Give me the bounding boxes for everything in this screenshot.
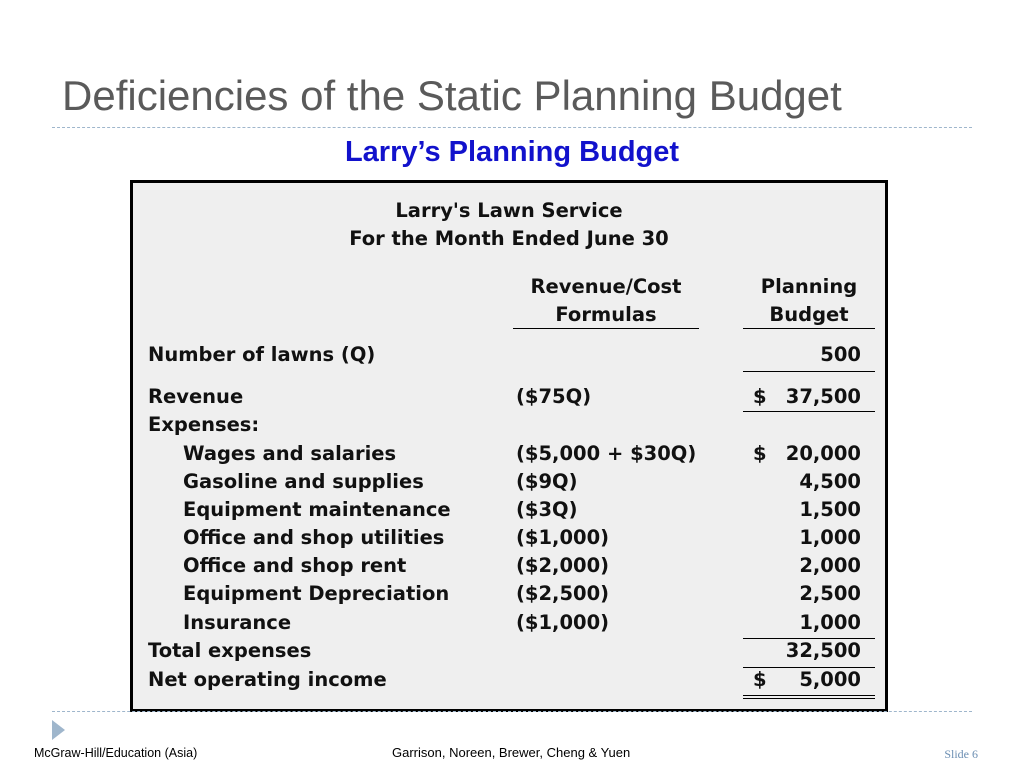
row-amount: 37,500 <box>785 385 861 408</box>
row-label: Number of lawns (Q) <box>148 343 376 366</box>
row-label: Total expenses <box>148 639 312 662</box>
table-row <box>133 498 885 526</box>
row-formula: ($1,000) <box>516 526 610 549</box>
row-amount: 5,000 <box>799 668 861 691</box>
row-formula: ($1,000) <box>516 611 610 634</box>
row-formula: ($2,000) <box>516 554 610 577</box>
table-row <box>133 526 885 554</box>
row-label: Equipment maintenance <box>183 498 451 521</box>
row-amount: 1,500 <box>799 498 861 521</box>
slide-number: Slide 6 <box>944 747 978 761</box>
budget-table <box>130 180 888 712</box>
row-amount: 1,000 <box>799 611 861 634</box>
row-amount: 500 <box>820 343 861 366</box>
row-formula: ($3Q) <box>516 498 578 521</box>
report-period: For the Month Ended June 30 <box>349 227 669 250</box>
company-name: Larry's Lawn Service <box>395 199 623 222</box>
row-label: Insurance <box>183 611 292 634</box>
row-label: Net operating income <box>148 668 387 691</box>
row-label: Wages and salaries <box>183 442 397 465</box>
row-label: Office and shop utilities <box>183 526 445 549</box>
budget-header-line2: Budget <box>769 303 849 326</box>
budget-header-underline <box>743 328 875 329</box>
table-row <box>133 343 885 371</box>
table-row <box>133 442 885 470</box>
table-row <box>133 611 885 639</box>
table-row <box>133 668 885 696</box>
row-label: Equipment Depreciation <box>183 582 450 605</box>
slide-subtitle: Larry’s Planning Budget <box>344 136 680 168</box>
row-label: Expenses: <box>148 413 260 436</box>
bullet-triangle-icon <box>52 720 65 740</box>
slide-title: Deficiencies of the Static Planning Budget <box>62 72 842 119</box>
row-amount: 1,000 <box>799 526 861 549</box>
table-row <box>133 385 885 413</box>
row-amount: 32,500 <box>785 639 861 662</box>
row-dollar-sign: $ <box>753 385 767 408</box>
row-dollar-sign: $ <box>753 442 767 465</box>
row-formula: ($9Q) <box>516 470 578 493</box>
row-amount: 20,000 <box>785 442 861 465</box>
footer-publisher: McGraw-Hill/Education (Asia) <box>34 746 198 760</box>
lawns-underline <box>743 371 875 372</box>
row-amount: 2,000 <box>799 554 861 577</box>
row-dollar-sign: $ <box>753 668 767 691</box>
formula-header-line2: Formulas <box>555 303 657 326</box>
table-row <box>133 582 885 610</box>
row-label: Revenue <box>148 385 244 408</box>
table-row <box>133 639 885 667</box>
row-amount: 4,500 <box>799 470 861 493</box>
net-income-double-underline <box>743 695 875 699</box>
table-row <box>133 470 885 498</box>
budget-header-line1: Planning <box>760 275 858 298</box>
table-row <box>133 413 885 441</box>
footer-divider <box>52 711 972 712</box>
footer-authors: Garrison, Noreen, Brewer, Cheng & Yuen <box>392 745 631 760</box>
table-row <box>133 554 885 582</box>
row-formula: ($2,500) <box>516 582 610 605</box>
formula-header-underline <box>513 328 699 329</box>
row-amount: 2,500 <box>799 582 861 605</box>
formula-header-line1: Revenue/Cost <box>530 275 682 298</box>
row-label: Gasoline and supplies <box>183 470 424 493</box>
row-formula: ($75Q) <box>516 385 592 408</box>
total-expenses-underline <box>743 667 875 668</box>
row-label: Office and shop rent <box>183 554 407 577</box>
revenue-underline <box>743 411 875 412</box>
expenses-underline <box>743 638 875 639</box>
row-formula: ($5,000 + $30Q) <box>516 442 697 465</box>
title-divider <box>52 127 972 128</box>
